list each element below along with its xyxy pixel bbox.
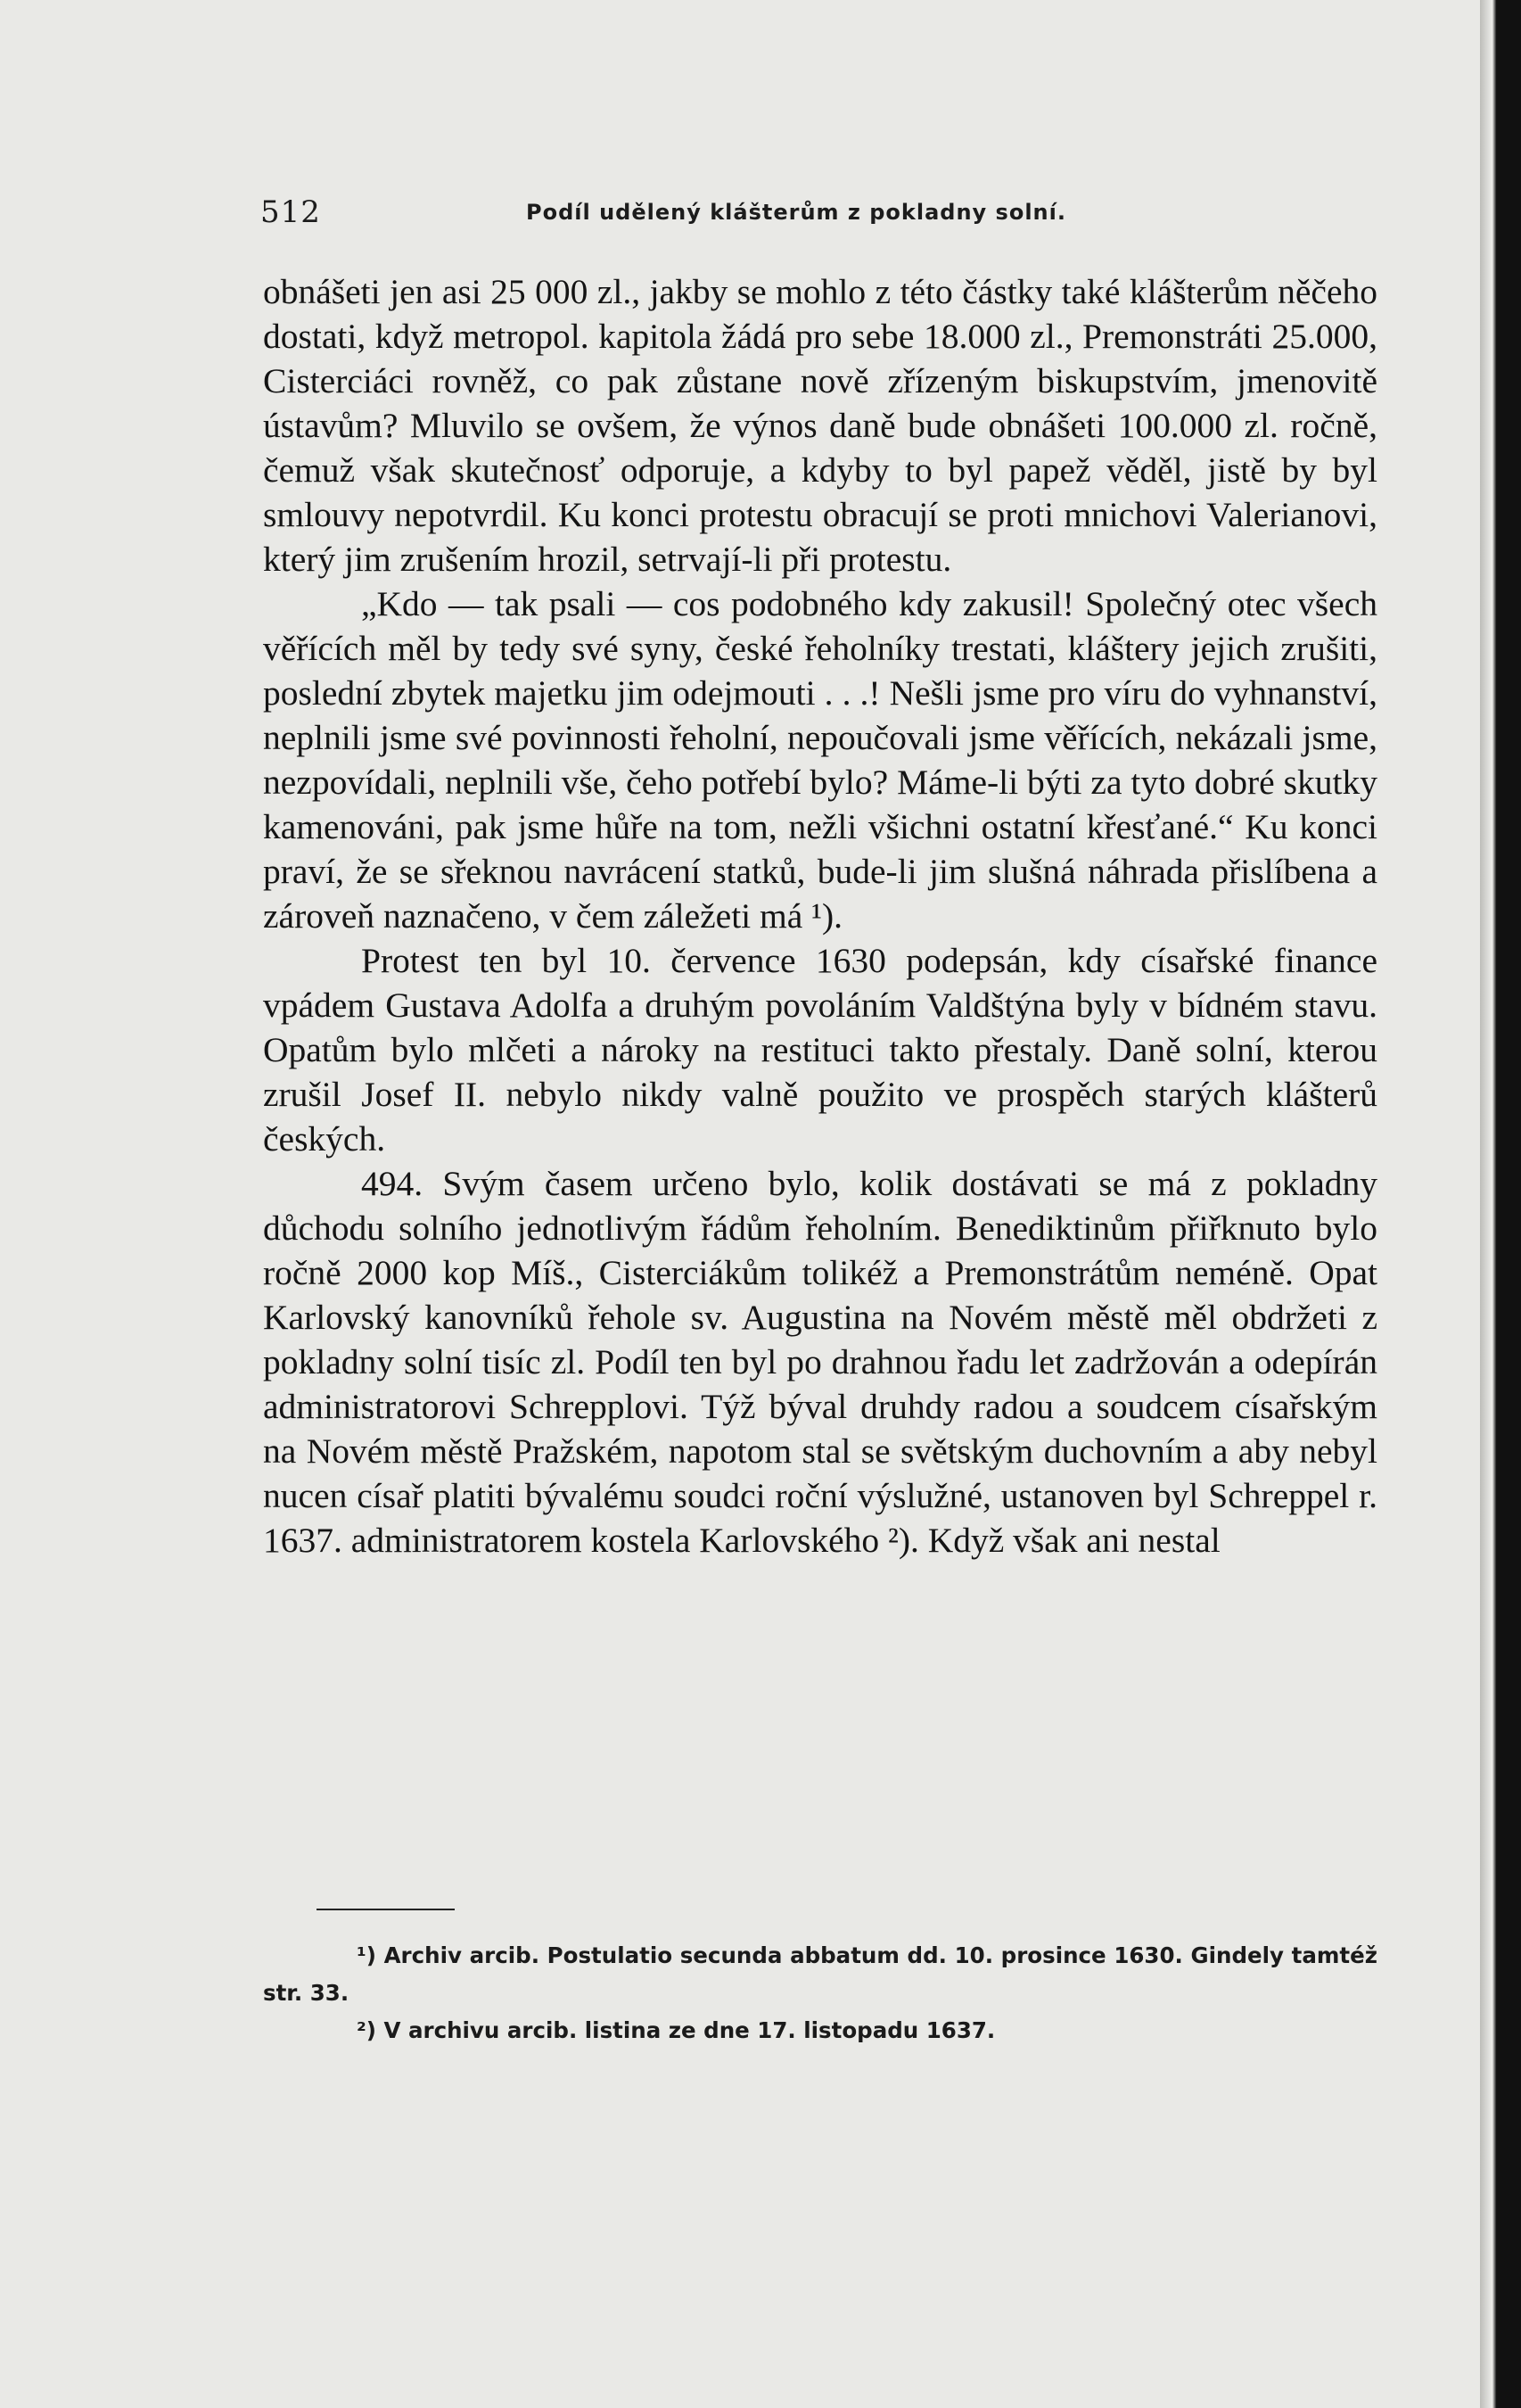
footnote-divider: [317, 1909, 455, 1910]
main-text: [263, 269, 1377, 1563]
paragraph: „Kdo — tak psali — cos podobného kdy zakusil! Společný otec všech věřících měl by tedy své syny, české řeholníky trestati, kláštery jejich zrušiti, poslední zbytek majetku jim odejmouti . . .! Nešli jsme pro víru do vyhnanství, neplnili jsme své povinnosti řeholní, nepoučovali jsme věřících, nekázali jsme, nezpovídali, neplnili vše, čeho potřebí bylo? Máme-li býti za tyto dobré skutky kamenováni, pak jsme hůře na tom, nežli všichni ostatní křesťané.“ Ku konci praví, že se sřeknou navrácení statků, bude-li jim slušná náhrada přislíbena a zároveň naznačeno, v čem záležeti má ¹).: [263, 584, 1377, 936]
footnote: ¹) Archiv arcib. Postulatio secunda abbatum dd. 10. prosince 1630. Gindely tamtéž str. 33.: [263, 1942, 1377, 2006]
paragraph: 494. Svým časem určeno bylo, kolik dostávati se má z pokladny důchodu solního jednotlivým řádům řeholním. Benediktinům přiřknuto bylo ročně 2000 kop Míš., Cisterciákům tolikéž a Premonstrátům neméně. Opat Karlovský kanovníků řehole sv. Augustina na Novém městě měl obdržeti z pokladny solní tisíc zl. Podíl ten byl po drahnou řadu let zadržován a odepírán administratorovi Schrepplovi. Týž býval druhdy radou a soudcem císařským na Novém městě Pražském, napotom stal se světským duchovním a aby nebyl nucen císař platiti bývalému soudci roční výslužné, ustanoven byl Schreppel r. 1637. administratorem kostela Karlovského ²). Když však ani nestal: [263, 1164, 1377, 1560]
paragraph: obnášeti jen asi 25 000 zl., jakby se mohlo z této částky také klášterům něčeho dostati, když metropol. kapitola žádá pro sebe 18.000 zl., Premonstráti 25.000, Cisterciáci rovněž, co pak zůstane nově zřízeným biskupstvím, jmenovitě ústavům? Mluvilo se ovšem, že výnos daně bude obnášeti 100.000 zl. ročně, čemuž však skutečnosť odporuje, a kdyby to byl papež věděl, jistě by byl smlouvy nepotvrdil. Ku konci protestu obracují se proti mnichovi Valerianovi, který jim zrušením hrozil, setrvají-li při protestu.: [263, 272, 1377, 579]
footnotes: [263, 1937, 1377, 2049]
page-header: [260, 194, 1377, 239]
footnote: ²) V archivu arcib. listina ze dne 17. listopadu 1637.: [357, 2017, 996, 2043]
page-number: 512: [260, 194, 321, 230]
scan-edge: [1480, 0, 1521, 2408]
running-title: Podíl udělený klášterům z pokladny solní.: [526, 200, 1066, 225]
paragraph: Protest ten byl 10. července 1630 podepsán, kdy císařské finance vpádem Gustava Adolfa a druhým povoláním Valdštýna byly v bídném stavu. Opatům bylo mlčeti a nároky na restituci takto přestaly. Daně solní, kterou zrušil Josef II. nebylo nikdy valně použito ve prospěch starých klášterů českých.: [263, 941, 1377, 1159]
